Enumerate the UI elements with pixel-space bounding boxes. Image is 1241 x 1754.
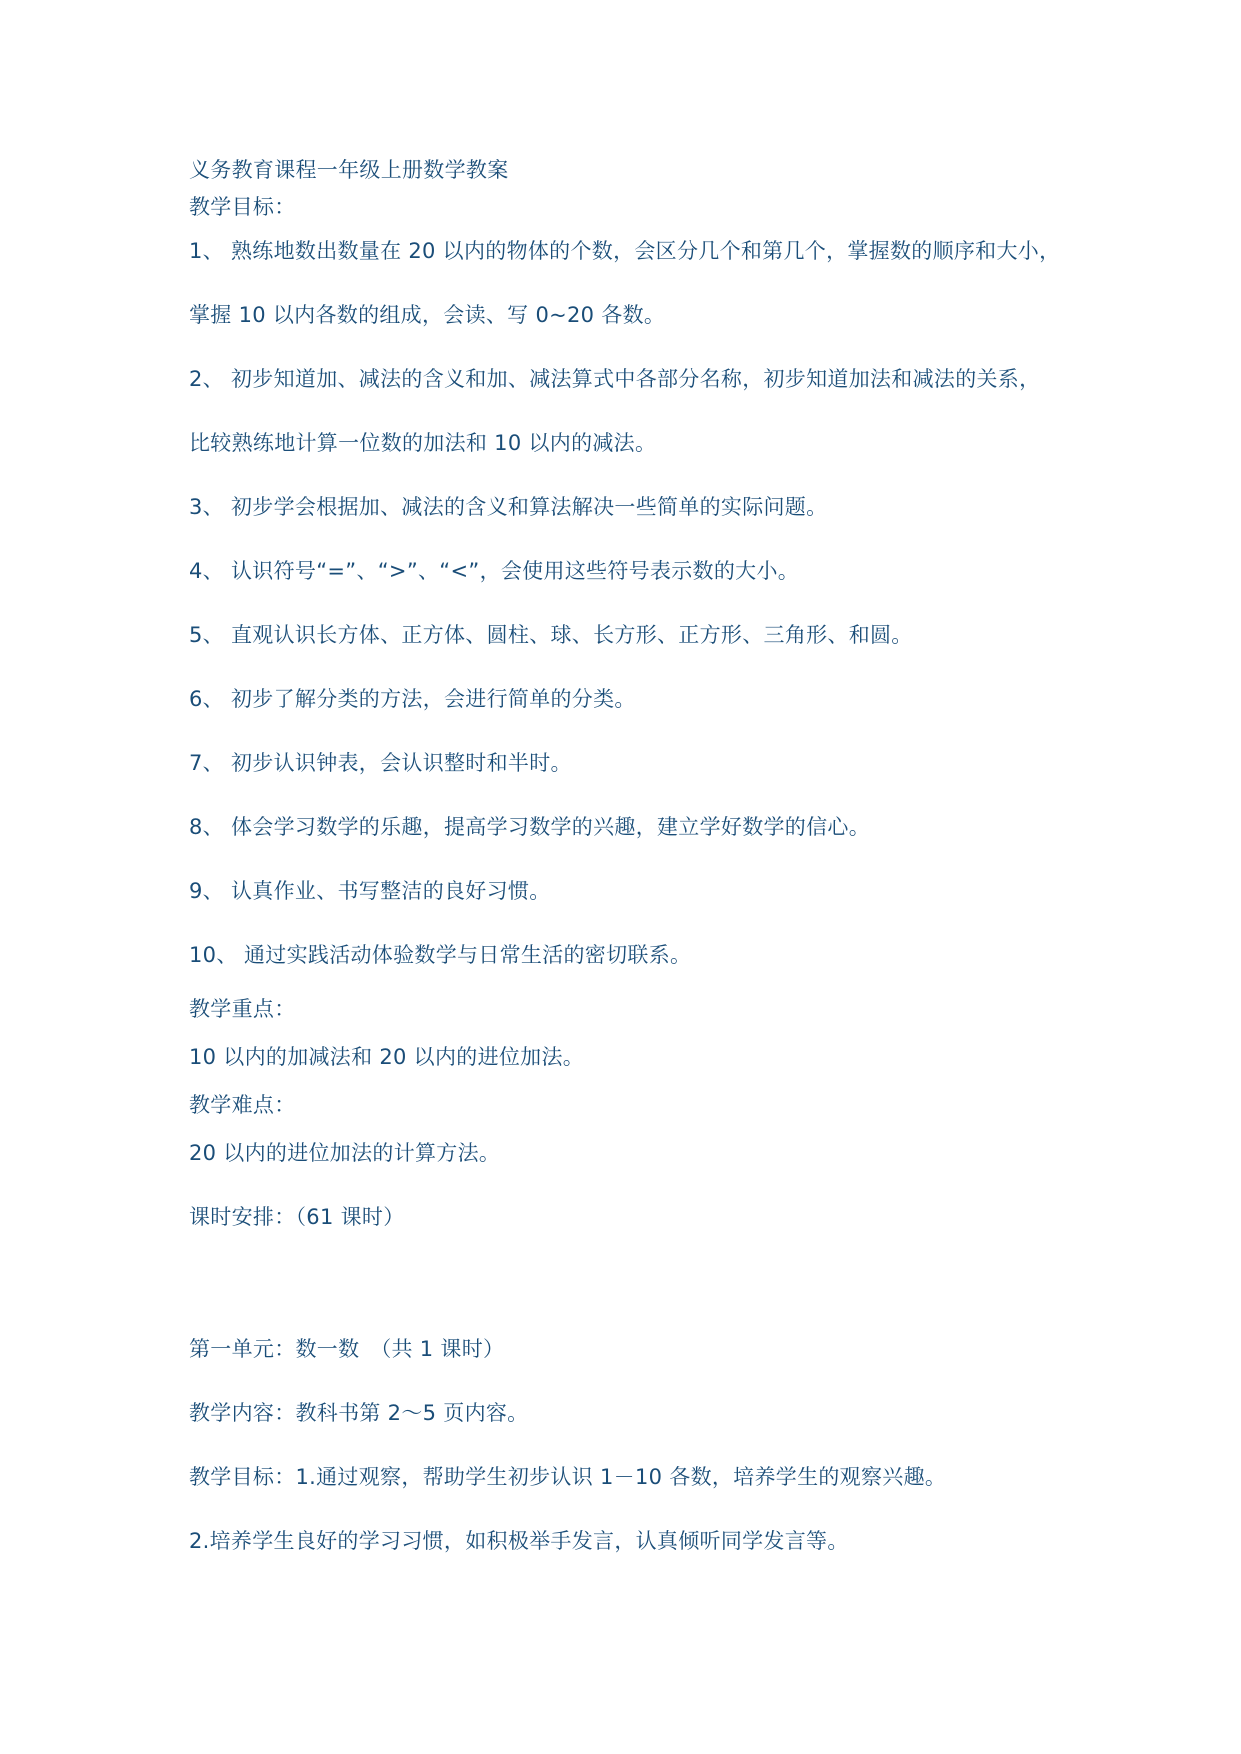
key-points-heading: 教学重点： (189, 997, 296, 1021)
objective-1 (189, 238, 1060, 264)
objective-text: 初步了解分类的方法，会进行简单的分类。 (231, 687, 636, 711)
objective-text: 熟练地数出数量在 20 以内的物体的个数，会区分几个和第几个，掌握数的顺序和大小， (231, 239, 1061, 263)
objective-7 (189, 750, 572, 776)
objective-number: 2、 (189, 367, 224, 391)
objective-text: 初步知道加、减法的含义和加、减法算式中各部分名称，初步知道加法和减法的关系， (231, 367, 1041, 391)
objective-text: 初步学会根据加、减法的含义和算法解决一些简单的实际问题。 (231, 495, 828, 519)
objective-number: 5、 (189, 623, 224, 647)
objective-2-continued: 比较熟练地计算一位数的加法和 10 以内的减法。 (189, 431, 657, 455)
unit-objective-2: 2.培养学生良好的学习习惯，如积极举手发言，认真倾听同学发言等。 (189, 1529, 849, 1553)
schedule-text: 课时安排：（61 课时） (189, 1205, 405, 1229)
objective-number: 3、 (189, 495, 224, 519)
unit-objective-1: 教学目标：1.通过观察，帮助学生初步认识 1－10 各数，培养学生的观察兴趣。 (189, 1465, 947, 1489)
objective-number: 9、 (189, 879, 224, 903)
objective-3 (189, 494, 827, 520)
objective-text: 初步认识钟表，会认识整时和半时。 (231, 751, 572, 775)
objective-number: 6、 (189, 687, 224, 711)
objective-text: 直观认识长方体、正方体、圆柱、球、长方形、正方形、三角形、和圆。 (231, 623, 913, 647)
objectives-heading: 教学目标： (189, 195, 296, 219)
objective-text: 认真作业、书写整洁的良好习惯。 (231, 879, 551, 903)
objective-10 (189, 942, 691, 968)
unit-title: 第一单元：数一数 （共 1 课时） (189, 1337, 505, 1361)
objective-8 (189, 814, 870, 840)
document-title: 义务教育课程一年级上册数学教案 (189, 158, 509, 182)
objective-6 (189, 686, 636, 712)
objective-2 (189, 366, 1040, 392)
objective-text: 体会学习数学的乐趣，提高学习数学的兴趣，建立学好数学的信心。 (231, 815, 870, 839)
objective-number: 8、 (189, 815, 224, 839)
objective-1-continued: 掌握 10 以内各数的组成，会读、写 0~20 各数。 (189, 303, 666, 327)
key-points-text: 10 以内的加减法和 20 以内的进位加法。 (189, 1045, 585, 1069)
difficulty-text: 20 以内的进位加法的计算方法。 (189, 1141, 501, 1165)
objective-number: 7、 (189, 751, 224, 775)
objective-number: 10、 (189, 943, 238, 967)
objective-text: 认识符号“=”、“>”、“<”，会使用这些符号表示数的大小。 (231, 559, 800, 583)
unit-content: 教学内容：教科书第 2～5 页内容。 (189, 1401, 529, 1425)
objective-4 (189, 558, 799, 584)
objective-5 (189, 622, 913, 648)
objective-number: 1、 (189, 239, 224, 263)
difficulty-heading: 教学难点： (189, 1093, 296, 1117)
objective-9 (189, 878, 551, 904)
objective-text: 通过实践活动体验数学与日常生活的密切联系。 (244, 943, 692, 967)
objective-number: 4、 (189, 559, 224, 583)
